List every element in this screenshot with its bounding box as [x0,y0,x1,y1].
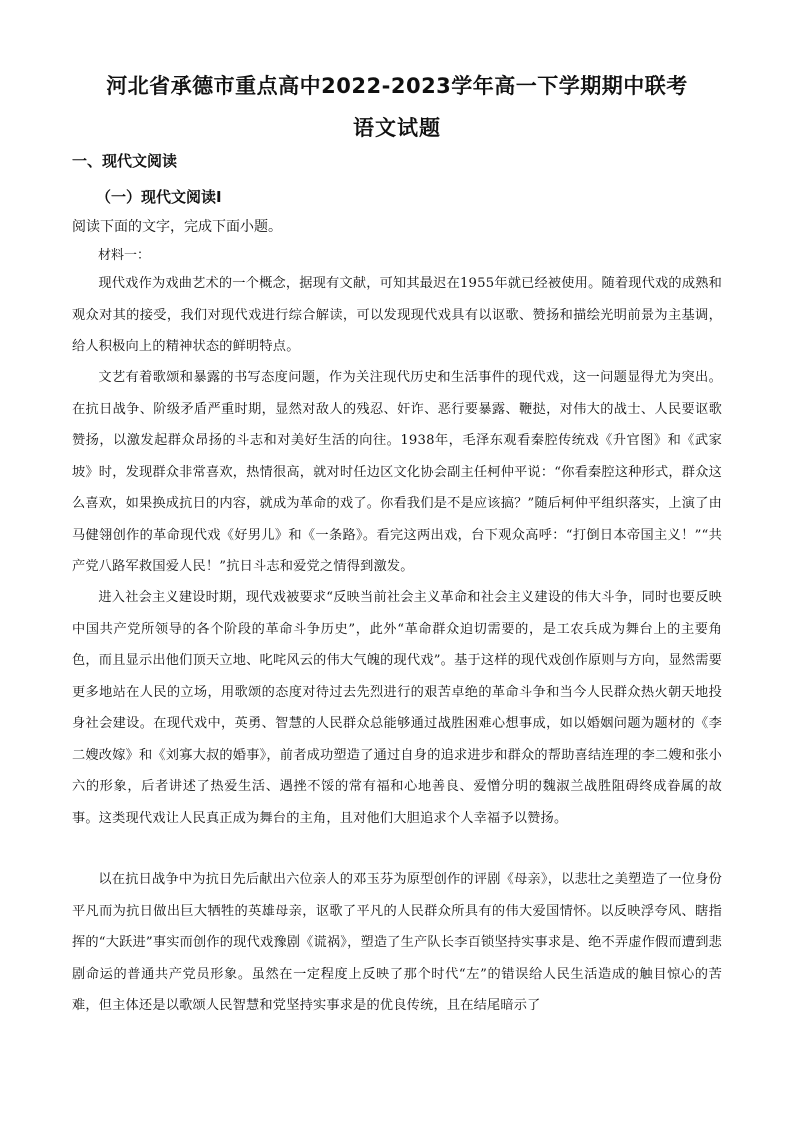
material-label: 材料一： [98,248,151,263]
document-subtitle: 语文试题 [353,116,441,140]
subsection-heading: （一）现代文阅读Ⅰ [96,188,222,206]
section-heading: 一、现代文阅读 [72,152,178,170]
paragraph: 进入社会主义建设时期，现代戏被要求“反映当前社会主义革命和社会主义建设的伟大斗争，同时也要反映中国共产党所领导的各个阶段的革命斗争历史”，此外“革命群众迫切需要的，是工农兵成为舞台上的主要角色，而且显示出他们顶天立地、叱咤风云的伟大气魄的现代戏”。基于这样的现代戏创作原则与方向，显然需要更多地站在人民的立场，用歌颂的态度对待过去先烈进行的艰苦卓绝的革命斗争和当今人民群众热火朝天地投身社会建设。在现代戏中，英勇、智慧的人民群众总能够通过战胜困难心想事成，如以婚姻问题为题材的《李二嫂改嫁》和《刘寡大叔的婚事》，前者成功塑造了通过自身的追求进步和群众的帮助喜结连理的李二嫂和张小六的形象，后者讲述了热爱生活、遇挫不馁的常有福和心地善良、爱憎分明的魏淑兰战胜阻碍终成眷属的故事。这类现代戏让人民真正成为舞台的主角，且对他们大胆追求个人幸福予以赞扬。 [72,590,722,826]
document-title: 河北省承德市重点高中2022-2023学年高一下学期期中联考 [106,74,688,98]
paragraph: 现代戏作为戏曲艺术的一个概念，据现有文献，可知其最迟在1955年就已经被使用。随着现代戏的成熟和观众对其的接受，我们对现代戏进行综合解读，可以发现现代戏具有以讴歌、赞扬和描绘光明前景为主基调，给人积极向上的精神状态的鲜明特点。 [72,276,722,354]
paragraph: 文艺有着歌颂和暴露的书写态度问题，作为关注现代历史和生活事件的现代戏，这一问题显得尤为突出。在抗日战争、阶级矛盾严重时期，显然对敌人的残忍、奸诈、恶行要暴露、鞭挞，对伟大的战士、人民要讴歌赞扬，以激发起群众昂扬的斗志和对美好生活的向往。1938年，毛泽东观看秦腔传统戏《升官图》和《武家坡》时，发现群众非常喜欢，热情很高，就对时任边区文化协会副主任柯仲平说：“你看秦腔这种形式，群众这么喜欢，如果换成抗日的内容，就成为革命的戏了。你看我们是不是应该搞？”随后柯仲平组织落实，上演了由马健翎创作的革命现代戏《好男儿》和《一条路》。看完这两出戏，台下观众高呼：“打倒日本帝国主义！”“共产党八路军救国爱人民！”抗日斗志和爱党之情得到激发。 [72,370,722,574]
instruction-text: 阅读下面的文字，完成下面小题。 [72,219,282,235]
paragraph: 以在抗日战争中为抗日先后献出六位亲人的邓玉芬为原型创作的评剧《母亲》，以悲壮之美塑造了一位身份平凡而为抗日做出巨大牺牲的英雄母亲，讴歌了平凡的人民群众所具有的伟大爱国情怀。以反映浮夸风、瞎指挥的“大跃进”事实而创作的现代戏豫剧《谎祸》，塑造了生产队长李百锁坚持实事求是、绝不弄虚作假而遭到悲剧命运的普通共产党员形象。虽然在一定程度上反映了那个时代“左”的错误给人民生活造成的触目惊心的苦难，但主体还是以歌颂人民智慧和党坚持实事求是的优良传统，且在结尾暗示了 [72,872,722,1013]
